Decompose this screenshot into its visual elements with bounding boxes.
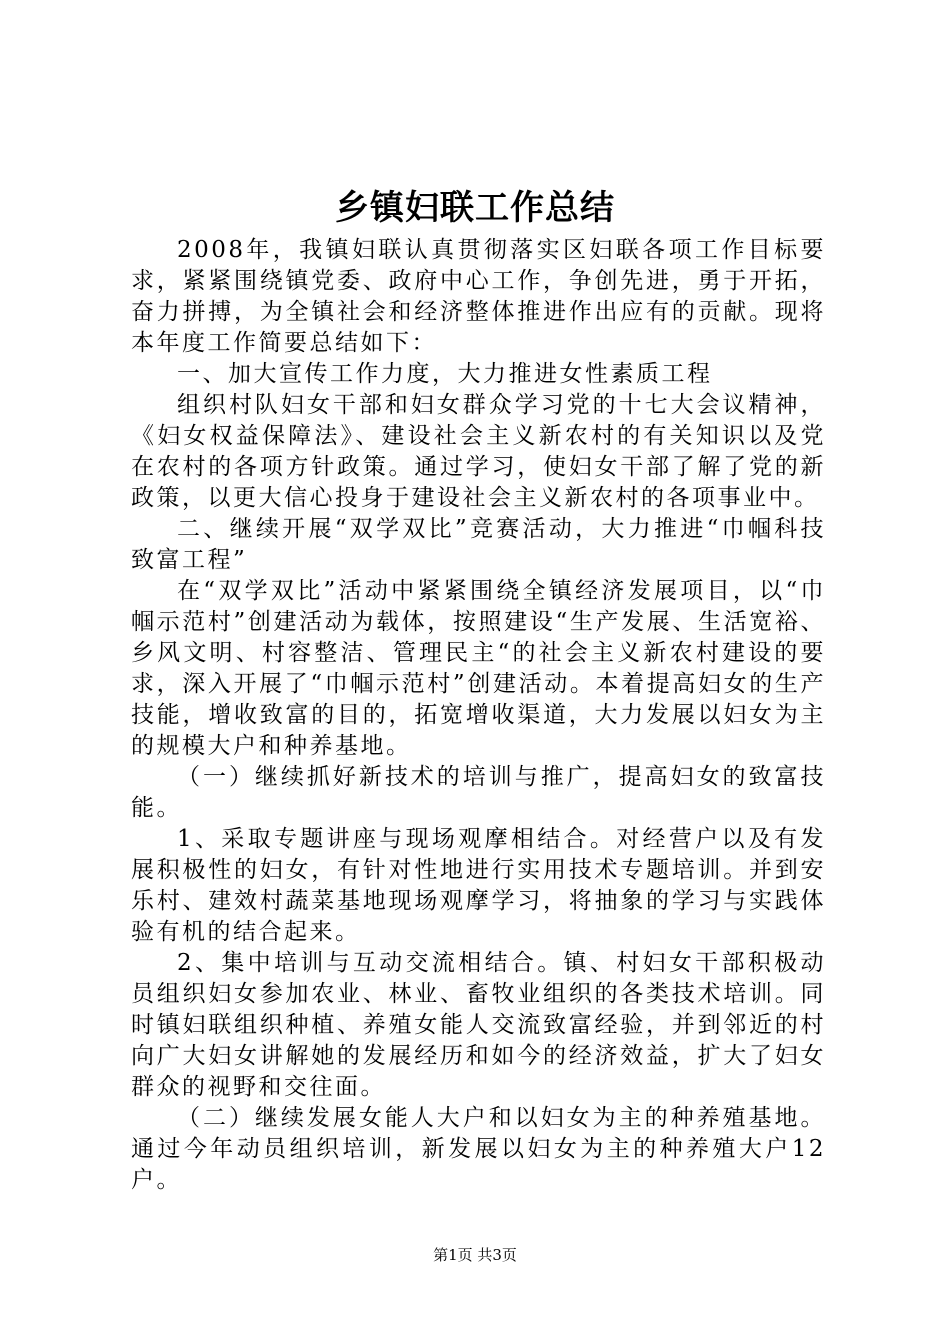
section-1-paragraph: 组织村队妇女干部和妇女群众学习党的十七大会议精神，《妇女权益保障法》、建设社会主义新农村的有关知识以及党在农村的各项方针政策。通过学习，使妇女干部了解了党的新政策，以更大信心投身于建设社会主义新农村的各项事业中。 — [131, 392, 826, 511]
document-body — [131, 235, 826, 1196]
section-heading-1: 一、加大宣传工作力度，大力推进女性素质工程 — [177, 361, 713, 387]
section-2-paragraph: 在“双学双比”活动中紧紧围绕全镇经济发展项目，以“巾帼示范村”创建活动为载体，按照建设“生产发展、生活宽裕、乡风文明、村容整洁、管理民主“的社会主义新农村建设的要求，深入开展了“巾帼示范村”创建活动。本着提高妇女的生产技能，增收致富的目的，拓宽增收渠道，大力发展以妇女为主的规模大户和种养基地。 — [131, 578, 826, 759]
document-title: 乡镇妇联工作总结 — [335, 188, 615, 228]
page-number-footer: 第1页 共3页 — [433, 1246, 517, 1264]
subsection-heading-1: （一）继续抓好新技术的培训与推广，提高妇女的致富技能。 — [131, 764, 826, 821]
item-1-paragraph: 1、采取专题讲座与现场观摩相结合。对经营户以及有发展积极性的妇女，有针对性地进行实用技术专题培训。并到安乐村、建效村蔬菜基地现场观摩学习，将抽象的学习与实践体验有机的结合起来。 — [131, 826, 826, 945]
intro-paragraph: 2008年，我镇妇联认真贯彻落实区妇联各项工作目标要求，紧紧围绕镇党委、政府中心工作，争创先进，勇于开拓，奋力拼搏，为全镇社会和经济整体推进作出应有的贡献。现将本年度工作简要总结如下： — [131, 237, 826, 356]
subsection-heading-2: （二）继续发展女能人大户和以妇女为主的种养殖基地。通过今年动员组织培训，新发展以妇女为主的种养殖大户12户。 — [131, 1105, 826, 1193]
section-heading-2: 二、继续开展“双学双比”竞赛活动，大力推进“巾帼科技致富工程” — [131, 516, 826, 573]
item-2-paragraph: 2、集中培训与互动交流相结合。镇、村妇女干部积极动员组织妇女参加农业、林业、畜牧业组织的各类技术培训。同时镇妇联组织种植、养殖女能人交流致富经验，并到邻近的村向广大妇女讲解她的发展经历和如今的经济效益，扩大了妇女群众的视野和交往面。 — [131, 950, 826, 1100]
